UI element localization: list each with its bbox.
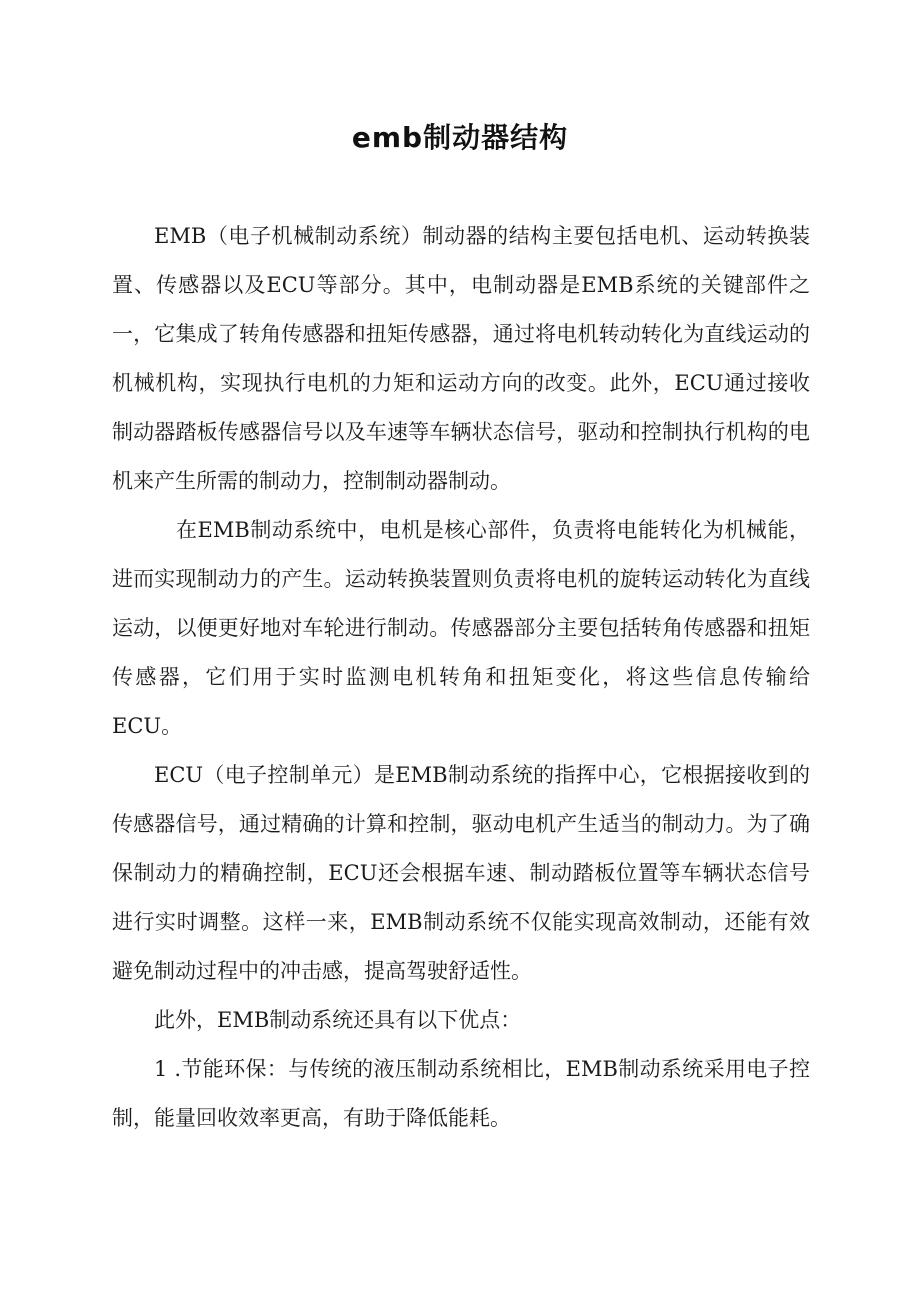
- paragraph-ecu-role: ECU（电子控制单元）是EMB制动系统的指挥中心，它根据接收到的传感器信号，通过精确的计算和控制，驱动电机产生适当的制动力。为了确保制动力的精确控制，ECU还会根据车速、制动踏板位置等车辆状态信号进行实时调整。这样一来，EMB制动系统不仅能实现高效制动，还能有效避免制动过程中的冲击感，提高驾驶舒适性。: [112, 763, 810, 983]
- document-body: [112, 212, 810, 1143]
- paragraph-structure-overview: EMB（电子机械制动系统）制动器的结构主要包括电机、运动转换装置、传感器以及ECU等部分。其中，电制动器是EMB系统的关键部件之一，它集成了转角传感器和扭矩传感器，通过将电机转动转化为直线运动的机械机构，实现执行电机的力矩和运动方向的改变。此外，ECU通过接收制动器踏板传感器信号以及车速等车辆状态信号，驱动和控制执行机构的电机来产生所需的制动力，控制制动器制动。: [112, 224, 810, 493]
- paragraph-advantages-intro: 此外，EMB制动系统还具有以下优点：: [154, 1008, 522, 1032]
- paragraph-advantage-1: 1 .节能环保：与传统的液压制动系统相比，EMB制动系统采用电子控制，能量回收效率更高，有助于降低能耗。: [112, 1057, 810, 1130]
- paragraph-motor-role: 在EMB制动系统中，电机是核心部件，负责将电能转化为机械能，进而实现制动力的产生。运动转换装置则负责将电机的旋转运动转化为直线运动，以便更好地对车轮进行制动。传感器部分主要包括转角传感器和扭矩传感器，它们用于实时监测电机转角和扭矩变化，将这些信息传输给ECU。: [112, 518, 810, 738]
- document-title: emb制动器结构: [351, 121, 569, 154]
